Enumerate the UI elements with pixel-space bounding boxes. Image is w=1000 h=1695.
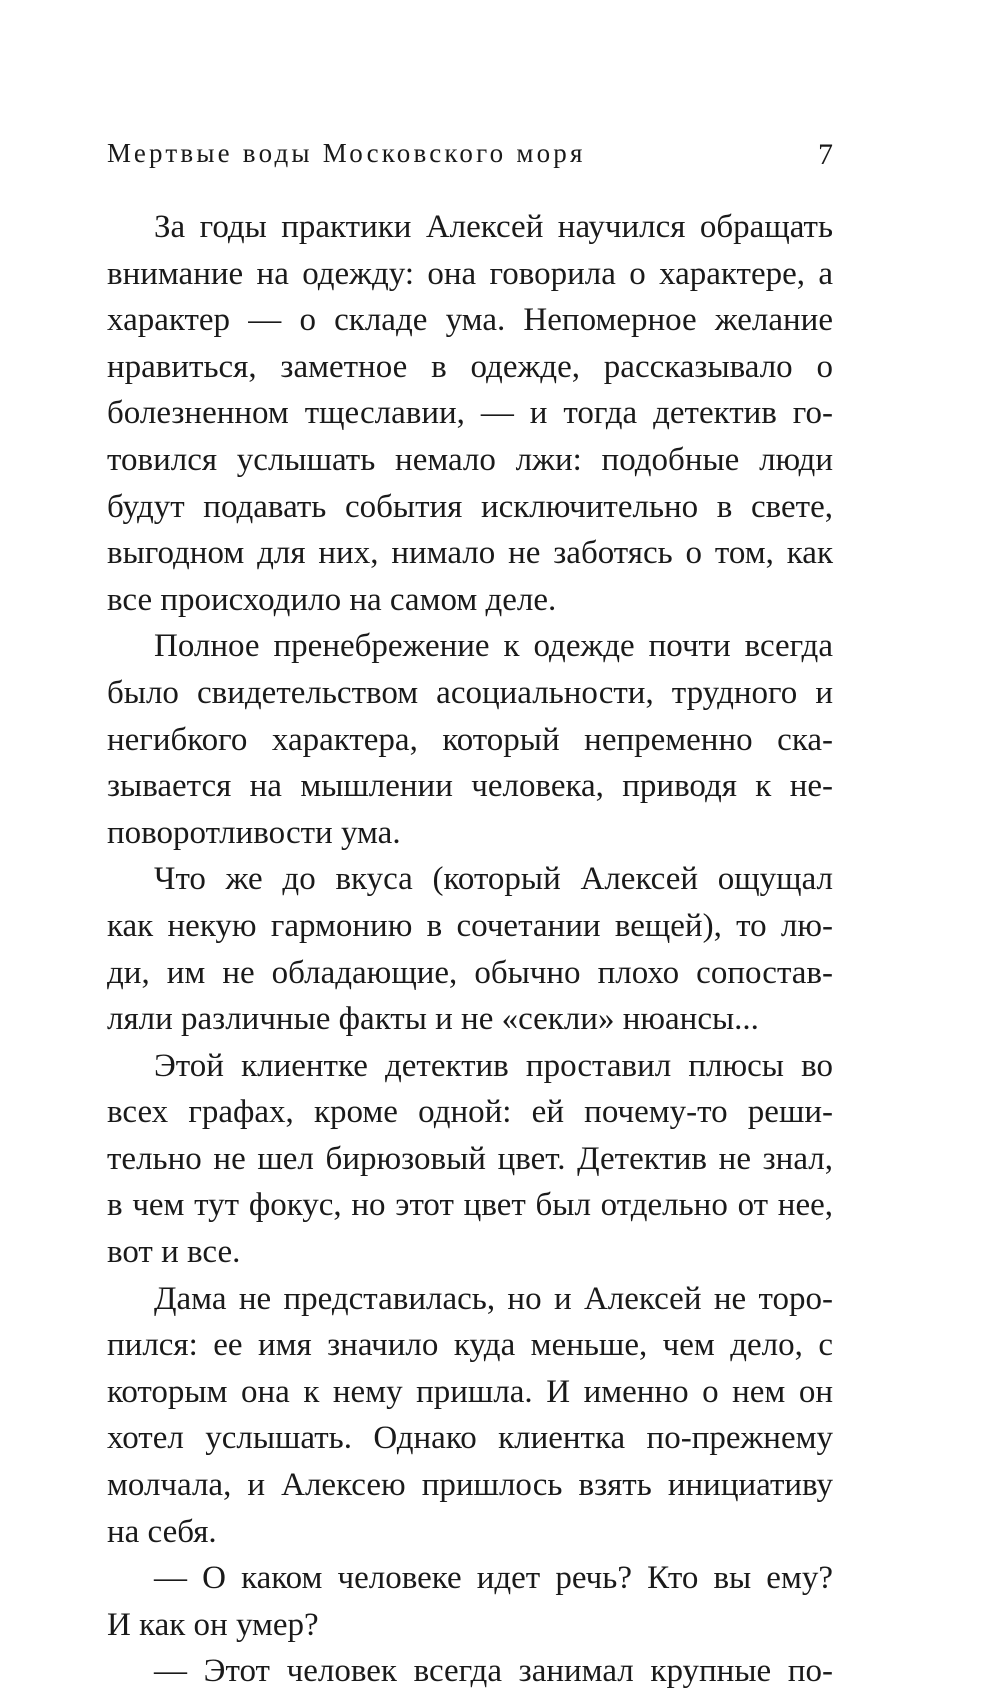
text-line: поворотливости ума. <box>107 814 401 851</box>
text-line: товился услышать немало лжи: подобные люди <box>107 441 833 478</box>
text-line: внимание на одежду: она говорила о характере, а <box>107 255 833 292</box>
text-line: хотел услышать. Однако клиентка по-прежнему <box>107 1420 833 1457</box>
text-line: будут подавать события исключительно в свете, <box>107 488 833 525</box>
text-line: все происходило на самом деле. <box>107 581 557 618</box>
text-line: молчала, и Алексею пришлось взять инициативу <box>107 1467 833 1504</box>
text-line: как некую гармонию в сочетании вещей), то лю- <box>107 907 833 944</box>
text-line: Полное пренебрежение к одежде почти всегда <box>154 628 833 665</box>
text-line: всех графах, кроме одной: ей почему-то реши- <box>107 1094 833 1131</box>
text-line: Этой клиентке детектив проставил плюсы во <box>154 1047 833 1084</box>
text-line: — О каком человеке идет речь? Кто вы ему? <box>154 1560 833 1597</box>
text-line: было свидетельством асоциальности, трудного и <box>107 674 833 711</box>
text-line: зывается на мышлении человека, приводя к не- <box>107 768 833 805</box>
text-line: ляли различные факты и не «секли» нюансы... <box>107 1001 759 1038</box>
text-line: тельно не шел бирюзовый цвет. Детектив не знал, <box>107 1140 833 1177</box>
text-line: За годы практики Алексей научился обращать <box>154 209 833 245</box>
text-line: нравиться, заметное в одежде, рассказывало о <box>107 348 833 385</box>
text-line: которым она к нему пришла. И именно о нем он <box>107 1373 833 1410</box>
text-line: в чем тут фокус, но этот цвет был отдельно от нее, <box>107 1187 833 1224</box>
text-line: — Этот человек всегда занимал крупные по- <box>154 1653 833 1690</box>
body-text <box>107 204 833 1695</box>
running-title: Мертвые воды Московского моря <box>107 138 586 168</box>
text-line: Дама не представилась, но и Алексей не торо- <box>154 1280 833 1317</box>
text-line: ди, им не обладающие, обычно плохо сопостав- <box>107 954 833 991</box>
page-header <box>107 138 833 178</box>
text-line: выгодном для них, нимало не заботясь о том, как <box>107 535 833 572</box>
text-line: негибкого характера, который непременно ска- <box>107 721 833 758</box>
text-line: на себя. <box>107 1513 217 1550</box>
text-line: пился: ее имя значило куда меньше, чем дело, с <box>107 1327 833 1364</box>
text-line: Что же до вкуса (который Алексей ощущал <box>154 861 833 898</box>
text-line: И как он умер? <box>107 1606 319 1643</box>
page-number: 7 <box>818 138 833 171</box>
text-line: болезненном тщеславии, — и тогда детектив го- <box>107 395 833 432</box>
text-line: вот и все. <box>107 1234 241 1271</box>
text-line: характер — о складе ума. Непомерное желание <box>107 302 833 339</box>
